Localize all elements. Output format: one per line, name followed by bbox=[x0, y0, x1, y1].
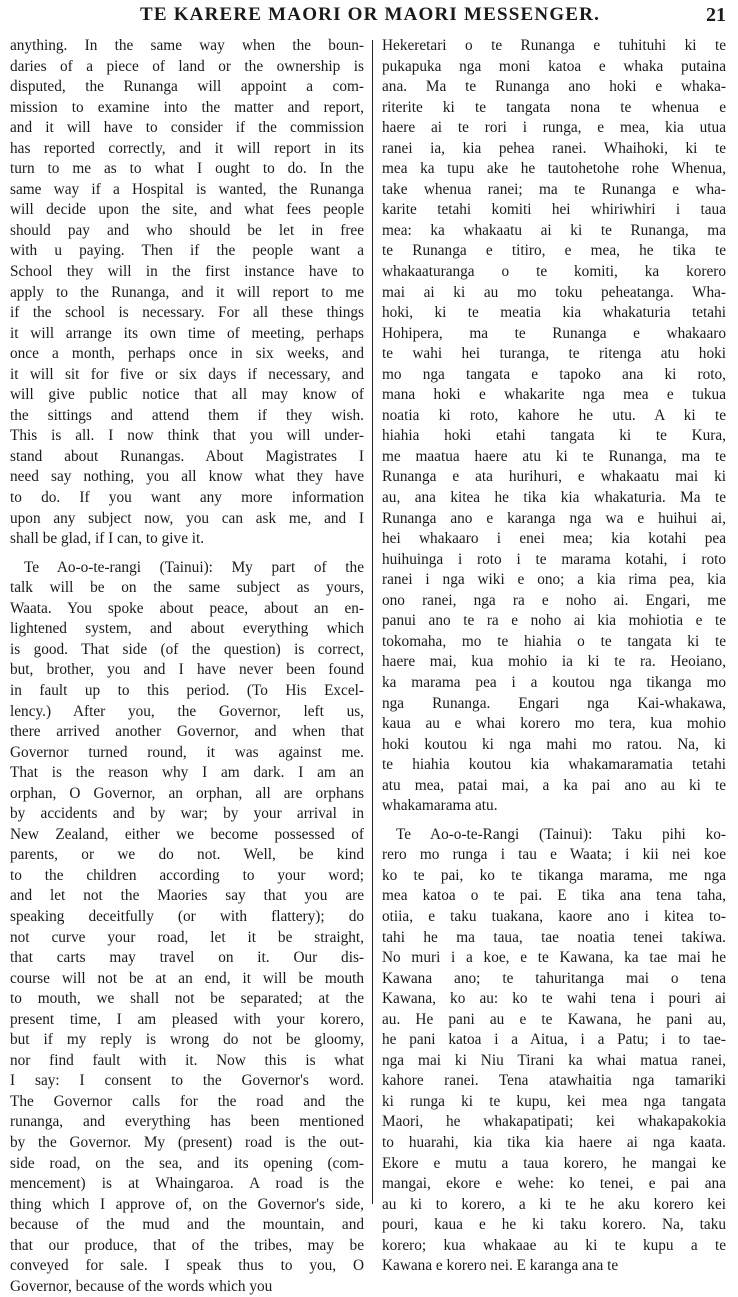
text-line: turn to me as to what I ought to do. In the bbox=[10, 160, 364, 178]
text-line: nga mai ki Niu Tirani ka whai matua ranei, bbox=[382, 1051, 726, 1069]
text-line: This is all. I now think that you will under- bbox=[10, 427, 364, 445]
text-line: it will sit for five or six days if necessary, and bbox=[10, 365, 364, 383]
text-line: hiahia hoki etahi tangata ki te Kura, bbox=[382, 427, 726, 445]
text-line: course will not be at an end, it will be mouth bbox=[10, 969, 364, 987]
text-line: Runanga ano e karanga nga wa e huihui ai, bbox=[382, 509, 726, 527]
text-line: noatia ki roto, kahore he utu. A ki te bbox=[382, 406, 726, 424]
text-line: speaking deceitfully (or with flattery); do bbox=[10, 907, 364, 925]
text-line: take whenua ranei; ma te Runanga e wha- bbox=[382, 180, 726, 198]
text-line: te Runanga e titiro, e mea, he tika te bbox=[382, 242, 726, 260]
text-line: mana hoki e whakarite nga mea e tukua bbox=[382, 386, 726, 404]
text-line: upon any subject now, you can ask me, and I bbox=[10, 509, 364, 527]
text-line: lency.) After you, the Governor, left us, bbox=[10, 702, 364, 720]
page-header bbox=[0, 4, 738, 30]
text-line: the sittings and attend them if they wish. bbox=[10, 406, 364, 424]
text-line: karite tetahi komiti hei whiriwhiri i taua bbox=[382, 201, 726, 219]
text-line: panui ano te ra e noho ai kia mohiotia e te bbox=[382, 612, 726, 630]
text-line: Runanga e ata hurihuri, e whakaatu mai ki bbox=[382, 468, 726, 486]
text-line: hoki koutou ki nga mahi mo ratou. Na, ki bbox=[382, 735, 726, 753]
text-line: huihuinga i roto i te marama kotahi, i roto bbox=[382, 550, 726, 568]
text-line: in fault up to this period. (To His Excel- bbox=[10, 681, 364, 699]
text-line: but if my reply is wrong do not be gloomy, bbox=[10, 1031, 364, 1049]
text-line: he pani katoa i a Aitua, i a Patu; i to tae- bbox=[382, 1031, 726, 1049]
text-line: ka marama pea i a koutou nga tikanga mo bbox=[382, 673, 726, 691]
text-line: hoki, ki te meatia kia whakaturia tetahi bbox=[382, 304, 726, 322]
text-line: nor find fault with it. Now this is what bbox=[10, 1051, 364, 1069]
text-line: mea ka tupu ake he tautohetohe rohe Whenua, bbox=[382, 160, 726, 178]
text-line: need say nothing, you all know what they have bbox=[10, 468, 364, 486]
text-line: side road, on the sea, and its opening (com- bbox=[10, 1154, 364, 1172]
text-line: ranei ia, kia pehea ranei. Whaihoki, ki te bbox=[382, 139, 726, 157]
english-text bbox=[10, 36, 364, 1297]
maori-column bbox=[382, 36, 726, 1277]
text-line: by the Governor. My (present) road is the out- bbox=[10, 1133, 364, 1151]
text-line: School they will in the first instance have to bbox=[10, 263, 364, 281]
text-line: because of the mud and the mountain, and bbox=[10, 1216, 364, 1234]
text-line: conveyed for sale. I speak thus to you, O bbox=[10, 1257, 364, 1275]
text-line: same way if a Hospital is wanted, the Runanga bbox=[10, 180, 364, 198]
text-line: shall be glad, if I can, to give it. bbox=[10, 530, 205, 548]
column-divider bbox=[372, 40, 373, 1204]
text-line: Te Ao-o-te-Rangi (Tainui): Taku pihi ko- bbox=[396, 825, 726, 843]
page-number: 21 bbox=[706, 4, 726, 26]
text-line: tokomaha, mo te hiahia o te tangata ki te bbox=[382, 632, 726, 650]
text-line: once a month, perhaps once in six weeks, and bbox=[10, 345, 364, 363]
text-line: disputed, the Runanga will appoint a com- bbox=[10, 78, 364, 96]
text-line: that our produce, that of the tribes, may be bbox=[10, 1236, 364, 1254]
text-line: anything. In the same way when the boun- bbox=[10, 37, 364, 54]
text-line: and let not the Maories say that you are bbox=[10, 887, 364, 905]
text-line: mencement) is at Whaingaroa. A road is the bbox=[10, 1175, 364, 1193]
text-line: That is the reason why I am dark. I am an bbox=[10, 764, 364, 782]
text-line: stand about Runangas. About Magistrates I bbox=[10, 447, 364, 465]
text-line: Kawana ano; te tahuritanga mai o tena bbox=[382, 969, 726, 987]
text-line: tahi he ma taua, tae noatia tenei takiwa. bbox=[382, 928, 726, 946]
text-line: me maatua haere atu ki te Runanga, ma te bbox=[382, 447, 726, 465]
text-line: pukapuka nga moni katoa e whaka putaina bbox=[382, 57, 726, 75]
text-line: mission to examine into the matter and report, bbox=[10, 98, 364, 116]
text-line: by accidents and by war; by your arrival in bbox=[10, 805, 364, 823]
text-line: ki runga ki te kupu, kei mea nga tangata bbox=[382, 1092, 726, 1110]
paragraph-gap bbox=[382, 817, 726, 825]
text-line: will decide upon the site, and what fees people bbox=[10, 201, 364, 219]
text-line: there arrived another Governor, and when that bbox=[10, 723, 364, 741]
text-line: hei whakaaro i enei mea; kia kotahi pea bbox=[382, 530, 726, 548]
text-line: Kawana, ko au: ko te wahi tena i pouri ai bbox=[382, 990, 726, 1008]
text-line: kaua au e whai korero mo tera, kua mohio bbox=[382, 715, 726, 733]
text-line: to huarahi, kia tika kia haere ai nga kaata. bbox=[382, 1133, 726, 1151]
text-line: rero mo runga i tau e Waata; i kii nei koe bbox=[382, 846, 726, 864]
text-line: but, brother, you and I have never been found bbox=[10, 661, 364, 679]
text-line: nga Runanga. Engari nga Kai-whakawa, bbox=[382, 694, 726, 712]
text-line: mai ai ki au mo toku peheatanga. Wha- bbox=[382, 283, 726, 301]
text-line: Te Ao-o-te-rangi (Tainui): My part of the bbox=[24, 558, 364, 576]
text-line: New Zealand, either we become possessed of bbox=[10, 825, 364, 843]
text-line: not curve your road, let it be straight, bbox=[10, 928, 364, 946]
text-line: te hiahia koutou kia whakamaramatia tetahi bbox=[382, 756, 726, 774]
newspaper-title: TE KARERE MAORI OR MAORI MESSENGER. bbox=[140, 4, 601, 25]
text-line: Governor, because of the words which you bbox=[10, 1277, 273, 1295]
text-line: The Governor calls for the road and the bbox=[10, 1092, 364, 1110]
text-line: riterite ki te tangata nona te whenua e bbox=[382, 98, 726, 116]
text-line: haere ai te rori i runga, e mea, kia utua bbox=[382, 119, 726, 137]
text-line: to the children according to your word; bbox=[10, 866, 364, 884]
text-line: with u paying. Then if the people want a bbox=[10, 242, 364, 260]
text-line: thing which I approve of, on the Governor's side, bbox=[10, 1195, 364, 1213]
text-line: lightened system, and about everything which bbox=[10, 620, 364, 638]
text-line: runanga, and everything has been mentioned bbox=[10, 1113, 364, 1131]
text-line: should pay and who should be let in free bbox=[10, 221, 364, 239]
text-line: Kawana e korero nei. E karanga ana te bbox=[382, 1257, 619, 1275]
text-line: has reported correctly, and it will report in its bbox=[10, 139, 364, 157]
text-line: au ki to korero, a ki te he aku korero kei bbox=[382, 1195, 726, 1213]
text-line: whakamarama atu. bbox=[382, 797, 498, 815]
text-line: present time, I am pleased with your korero, bbox=[10, 1010, 364, 1028]
text-line: au, ana kitea he tika kia whakaturia. Ma te bbox=[382, 489, 726, 507]
text-line: Hekeretari o te Runanga e tuhituhi ki te bbox=[382, 37, 726, 54]
text-line: daries of a piece of land or the ownership is bbox=[10, 57, 364, 75]
text-line: atu mea, patai mai, a ka pai ano au ki te bbox=[382, 776, 726, 794]
english-column bbox=[10, 36, 364, 1297]
text-line: mea: ka whakaatu ai ki te Runanga, ma bbox=[382, 221, 726, 239]
paragraph-gap bbox=[10, 550, 364, 558]
text-line: to mouth, we shall not be separated; at the bbox=[10, 990, 364, 1008]
text-line: kahore ranei. Tena atawhaitia nga tamariki bbox=[382, 1072, 726, 1090]
text-line: ranei i nga wiki e ono; a kia rima pea, kia bbox=[382, 571, 726, 589]
maori-text bbox=[382, 36, 726, 1277]
text-line: mangai, ekore e wehe: ko tenei, e pai ana bbox=[382, 1175, 726, 1193]
text-line: I say: I consent to the Governor's word. bbox=[10, 1072, 364, 1090]
text-line: Ekore e mutu a taua korero, he mangai ke bbox=[382, 1154, 726, 1172]
text-line: otiia, e taku tuakana, kaore ano i kitea to- bbox=[382, 907, 726, 925]
text-line: orphan, O Governor, an orphan, all are orphans bbox=[10, 784, 364, 802]
text-line: it will arrange its own time of meeting, perhaps bbox=[10, 324, 364, 342]
text-line: if the school is necessary. For all these things bbox=[10, 304, 364, 322]
text-line: No muri i a koe, e te Kawana, ka tae mai he bbox=[382, 949, 726, 967]
text-line: talk will be on the same subject as yours, bbox=[10, 579, 364, 597]
text-line: haere mai, kua mohio ia ki te ra. Heoiano, bbox=[382, 653, 726, 671]
text-line: and it will have to consider if the commission bbox=[10, 119, 364, 137]
text-line: Waata. You spoke about peace, about an en- bbox=[10, 599, 364, 617]
text-line: parents, or we do not. Well, be kind bbox=[10, 846, 364, 864]
text-line: is good. That side (of the question) is correct, bbox=[10, 640, 364, 658]
text-line: ko te pai, ko te tikanga marama, me nga bbox=[382, 866, 726, 884]
text-line: te wahi hei turanga, te ritenga atu hoki bbox=[382, 345, 726, 363]
text-line: Maori, he whakapatipati; kei whakapakokia bbox=[382, 1113, 726, 1131]
text-line: will give public notice that all may know of bbox=[10, 386, 364, 404]
text-line: ana. Ma te Runanga ano hoki e whaka- bbox=[382, 78, 726, 96]
text-line: apply to the Runanga, and it will report to me bbox=[10, 283, 364, 301]
text-line: ono ranei, nga ra e noho ai. Engari, me bbox=[382, 591, 726, 609]
text-line: Hohipera, ma te Runanga e whakaaro bbox=[382, 324, 726, 342]
text-line: pouri, kaua e he ki taku korero. Na, taku bbox=[382, 1216, 726, 1234]
text-line: Governor turned round, it was against me. bbox=[10, 743, 364, 761]
text-line: mo nga tangata e tapoko ana ki roto, bbox=[382, 365, 726, 383]
text-line: au. He pani au e te Kawana, he pani au, bbox=[382, 1010, 726, 1028]
text-line: to do. If you want any more information bbox=[10, 489, 364, 507]
text-line: that carts may travel on it. Our dis- bbox=[10, 949, 364, 967]
text-line: mea katoa o te pai. E tika ana tena taha, bbox=[382, 887, 726, 905]
text-line: korero; kua whakaae au ki te kupu a te bbox=[382, 1236, 726, 1254]
text-line: whakaaturanga o te komiti, ka korero bbox=[382, 263, 726, 281]
